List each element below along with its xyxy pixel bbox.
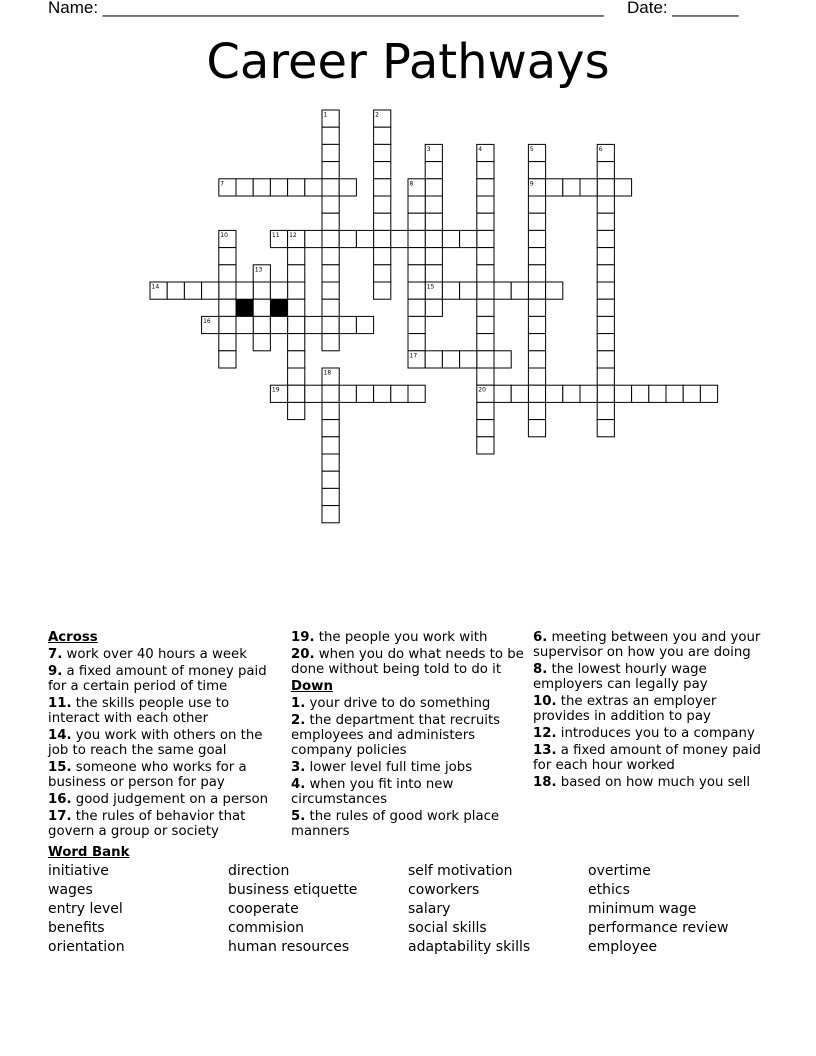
clue-number: 5.: [291, 809, 306, 824]
clue-text: work over 40 hours a week: [62, 647, 247, 662]
word-bank-item: orientation: [48, 939, 125, 955]
clue-text: a fixed amount of money paid for a certain period of time: [48, 664, 267, 694]
grid-cell[interactable]: [374, 265, 391, 282]
grid-cell[interactable]: [425, 196, 442, 213]
grid-cell[interactable]: [528, 162, 545, 179]
clue: [48, 647, 273, 662]
grid-cell[interactable]: [477, 368, 494, 385]
grid-cell[interactable]: [597, 351, 614, 368]
grid-cell[interactable]: [356, 385, 373, 402]
grid-cell[interactable]: [614, 385, 631, 402]
date-field-label: Date: _______: [627, 0, 739, 17]
grid-cell[interactable]: [546, 282, 563, 299]
clue-text: introduces you to a company: [556, 726, 755, 741]
grid-cell[interactable]: [442, 282, 459, 299]
grid-cell[interactable]: [528, 248, 545, 265]
grid-clue-number: 13: [254, 266, 263, 274]
grid-cell[interactable]: [528, 230, 545, 247]
grid-cell[interactable]: [597, 385, 614, 402]
grid-clue-number: 10: [220, 231, 228, 239]
grid-cell[interactable]: [528, 299, 545, 316]
grid-cell[interactable]: [477, 402, 494, 419]
grid-cell[interactable]: [270, 316, 287, 333]
clue-text: the skills people use to interact with each other: [48, 696, 230, 726]
word-bank-item: cooperate: [228, 901, 299, 917]
clues-column-1: [48, 630, 273, 841]
clue-text: good judgement on a person: [71, 792, 269, 807]
word-bank-heading: Word Bank: [48, 845, 130, 860]
grid-cell[interactable]: [374, 127, 391, 144]
grid-cell[interactable]: [477, 437, 494, 454]
grid-cell[interactable]: [477, 299, 494, 316]
grid-cell[interactable]: [356, 316, 373, 333]
grid-clue-number: 17: [409, 352, 418, 360]
grid-cell[interactable]: [288, 351, 305, 368]
grid-cell[interactable]: [597, 420, 614, 437]
grid-cell[interactable]: [219, 265, 236, 282]
grid-cell[interactable]: [597, 213, 614, 230]
clue: [48, 809, 273, 839]
page-title: Career Pathways: [206, 34, 610, 90]
grid-cell[interactable]: [408, 230, 425, 247]
grid-cell[interactable]: [374, 248, 391, 265]
clue: [291, 713, 526, 758]
grid-cell[interactable]: [219, 316, 236, 333]
grid-cell[interactable]: [528, 420, 545, 437]
grid-cell[interactable]: [580, 179, 597, 196]
grid-cell[interactable]: [477, 248, 494, 265]
grid-cell[interactable]: [253, 334, 270, 351]
grid-cell[interactable]: [580, 385, 597, 402]
clue-text: the department that recruits employees and administers company policies: [291, 713, 501, 758]
clue-number: 8.: [533, 662, 548, 677]
grid-cell[interactable]: [425, 299, 442, 316]
word-bank-item: performance review: [588, 920, 729, 936]
grid-cell[interactable]: [597, 248, 614, 265]
grid-cell[interactable]: [477, 420, 494, 437]
grid-cell[interactable]: [666, 385, 683, 402]
grid-cell[interactable]: [322, 334, 339, 351]
grid-cell[interactable]: [322, 196, 339, 213]
grid-cell[interactable]: [477, 162, 494, 179]
grid-cell[interactable]: [460, 282, 477, 299]
word-bank-item: salary: [408, 901, 451, 917]
word-bank-item: benefits: [48, 920, 105, 936]
grid-cell[interactable]: [460, 351, 477, 368]
clue-number: 3.: [291, 760, 306, 775]
grid-cell[interactable]: [649, 385, 666, 402]
word-bank-item: business etiquette: [228, 882, 358, 898]
grid-cell[interactable]: [511, 282, 528, 299]
clue-text: lower level full time jobs: [305, 760, 473, 775]
grid-cell[interactable]: [408, 196, 425, 213]
clue-text: someone who works for a business or person for pay: [48, 760, 247, 790]
grid-cell[interactable]: [597, 334, 614, 351]
clue-text: you work with others on the job to reach the same goal: [48, 728, 263, 758]
grid-cell[interactable]: [356, 230, 373, 247]
grid-cell[interactable]: [425, 162, 442, 179]
clue-text: a fixed amount of money paid for each hour worked: [533, 743, 761, 773]
clue: [48, 664, 273, 694]
grid-cell[interactable]: [339, 385, 356, 402]
grid-cell[interactable]: [339, 316, 356, 333]
grid-cell[interactable]: [322, 488, 339, 505]
clue: [48, 696, 273, 726]
grid-cell[interactable]: [288, 248, 305, 265]
grid-cell[interactable]: [374, 162, 391, 179]
clue-text: the lowest hourly wage employers can legally pay: [533, 662, 708, 692]
clue: [291, 630, 526, 645]
grid-cell[interactable]: [442, 230, 459, 247]
clue-number: 20.: [291, 647, 315, 662]
grid-cell[interactable]: [597, 265, 614, 282]
grid-cell[interactable]: [305, 316, 322, 333]
grid-cell[interactable]: [322, 248, 339, 265]
grid-cell[interactable]: [528, 282, 545, 299]
grid-cell[interactable]: [374, 282, 391, 299]
clue: [291, 777, 526, 807]
grid-cell[interactable]: [408, 385, 425, 402]
across-heading: Across: [48, 630, 98, 645]
grid-cell[interactable]: [288, 368, 305, 385]
clue: [533, 726, 765, 741]
grid-cell[interactable]: [494, 351, 511, 368]
grid-cell[interactable]: [477, 316, 494, 333]
grid-cell[interactable]: [374, 230, 391, 247]
down-heading: Down: [291, 679, 333, 694]
grid-cell[interactable]: [425, 351, 442, 368]
clue-number: 18.: [533, 775, 557, 790]
clues-column-2: [291, 630, 526, 841]
grid-cell[interactable]: [167, 282, 184, 299]
word-bank-item: ethics: [588, 882, 630, 898]
grid-cell[interactable]: [288, 334, 305, 351]
clue-text: the extras an employer provides in addition to pay: [533, 694, 717, 724]
grid-clue-number: 20: [478, 386, 486, 394]
grid-cell[interactable]: [597, 282, 614, 299]
grid-cell[interactable]: [477, 196, 494, 213]
clue-text: your drive to do something: [305, 696, 491, 711]
grid-cell[interactable]: [374, 385, 391, 402]
clue-number: 4.: [291, 777, 306, 792]
grid-cell[interactable]: [322, 213, 339, 230]
grid-cell[interactable]: [425, 213, 442, 230]
clue-number: 14.: [48, 728, 72, 743]
grid-cell[interactable]: [322, 299, 339, 316]
grid-clue-number: 18: [323, 369, 332, 377]
word-bank-item: employee: [588, 939, 658, 955]
grid-cell[interactable]: [322, 230, 339, 247]
grid-cell[interactable]: [374, 213, 391, 230]
grid-cell[interactable]: [408, 282, 425, 299]
black-cell: [270, 299, 287, 316]
grid-cell[interactable]: [477, 282, 494, 299]
grid-cell[interactable]: [408, 334, 425, 351]
clue-number: 6.: [533, 630, 548, 645]
clue: [291, 647, 526, 677]
grid-cell[interactable]: [374, 196, 391, 213]
word-bank-item: self motivation: [408, 863, 513, 879]
clue: [48, 792, 273, 807]
grid-cell[interactable]: [597, 299, 614, 316]
grid-cell[interactable]: [219, 351, 236, 368]
grid-cell[interactable]: [614, 179, 631, 196]
grid-cell[interactable]: [253, 316, 270, 333]
grid-cell[interactable]: [288, 265, 305, 282]
clue-text: when you fit into new circumstances: [291, 777, 454, 807]
grid-cell[interactable]: [288, 179, 305, 196]
grid-cell[interactable]: [322, 437, 339, 454]
grid-clue-number: 8: [409, 180, 414, 188]
grid-cell[interactable]: [391, 230, 408, 247]
grid-cell[interactable]: [563, 179, 580, 196]
grid-cell[interactable]: [322, 144, 339, 161]
grid-cell[interactable]: [305, 179, 322, 196]
grid-cell[interactable]: [408, 248, 425, 265]
grid-cell[interactable]: [219, 282, 236, 299]
grid-cell[interactable]: [322, 265, 339, 282]
clue: [48, 760, 273, 790]
grid-cell[interactable]: [288, 385, 305, 402]
grid-cell[interactable]: [374, 179, 391, 196]
grid-cell[interactable]: [270, 179, 287, 196]
grid-cell[interactable]: [425, 248, 442, 265]
grid-cell[interactable]: [477, 213, 494, 230]
grid-cell[interactable]: [374, 144, 391, 161]
word-bank-item: wages: [48, 882, 93, 898]
clue-number: 13.: [533, 743, 557, 758]
clue-text: the people you work with: [314, 630, 488, 645]
clue-text: meeting between you and your supervisor on how you are doing: [533, 630, 761, 660]
grid-cell[interactable]: [528, 402, 545, 419]
clue-number: 1.: [291, 696, 306, 711]
grid-clue-number: 14: [151, 283, 160, 291]
clue-number: 16.: [48, 792, 72, 807]
grid-cell[interactable]: [442, 351, 459, 368]
grid-clue-number: 9: [529, 180, 534, 188]
grid-cell[interactable]: [528, 196, 545, 213]
word-bank-item: entry level: [48, 901, 123, 917]
grid-cell[interactable]: [219, 299, 236, 316]
grid-cell[interactable]: [632, 385, 649, 402]
grid-clue-number: 5: [529, 145, 534, 153]
grid-cell[interactable]: [477, 230, 494, 247]
clue-number: 19.: [291, 630, 315, 645]
clue-text: when you do what needs to be done without being told to do it: [291, 647, 524, 677]
clue: [533, 662, 765, 692]
word-bank-item: initiative: [48, 863, 109, 879]
grid-clue-number: 1: [323, 111, 328, 119]
clue-number: 12.: [533, 726, 557, 741]
grid-clue-number: 12: [289, 231, 297, 239]
grid-cell[interactable]: [339, 179, 356, 196]
black-cell: [236, 299, 253, 316]
grid-cell[interactable]: [236, 179, 253, 196]
clue: [533, 694, 765, 724]
grid-clue-number: 19: [271, 386, 280, 394]
grid-cell[interactable]: [528, 213, 545, 230]
grid-cell[interactable]: [408, 299, 425, 316]
grid-cell[interactable]: [477, 265, 494, 282]
clue: [291, 760, 526, 775]
clues-column-3: [533, 630, 765, 792]
grid-clue-number: 4: [478, 145, 483, 153]
word-bank-item: minimum wage: [588, 901, 697, 917]
grid-cell[interactable]: [322, 506, 339, 523]
grid-cell[interactable]: [546, 385, 563, 402]
clue-text: the rules of behavior that govern a group or society: [48, 809, 246, 839]
grid-cell[interactable]: [408, 265, 425, 282]
grid-cell[interactable]: [391, 385, 408, 402]
grid-cell[interactable]: [339, 230, 356, 247]
clue: [291, 809, 526, 839]
name-field-label: Name: _____________________________________________________: [48, 0, 604, 17]
clue-number: 9.: [48, 664, 63, 679]
clue: [48, 728, 273, 758]
grid-cell[interactable]: [322, 127, 339, 144]
clue-number: 11.: [48, 696, 72, 711]
grid-cell[interactable]: [597, 179, 614, 196]
grid-cell[interactable]: [322, 471, 339, 488]
grid-cell[interactable]: [597, 196, 614, 213]
clue-text: based on how much you sell: [556, 775, 751, 790]
word-bank-item: overtime: [588, 863, 651, 879]
grid-cell[interactable]: [253, 282, 270, 299]
grid-clue-number: 6: [598, 145, 603, 153]
grid-clue-number: 2: [375, 111, 379, 119]
word-bank-item: commision: [228, 920, 305, 936]
grid-cell[interactable]: [460, 230, 477, 247]
grid-cell[interactable]: [288, 316, 305, 333]
grid-cell[interactable]: [322, 385, 339, 402]
grid-cell[interactable]: [408, 316, 425, 333]
grid-cell[interactable]: [477, 334, 494, 351]
grid-cell[interactable]: [305, 230, 322, 247]
grid-cell[interactable]: [683, 385, 700, 402]
grid-cell[interactable]: [288, 402, 305, 419]
grid-cell[interactable]: [528, 368, 545, 385]
clue: [533, 743, 765, 773]
word-bank-item: coworkers: [408, 882, 480, 898]
grid-cell[interactable]: [408, 213, 425, 230]
grid-cell[interactable]: [425, 179, 442, 196]
grid-cell[interactable]: [425, 265, 442, 282]
grid-cell[interactable]: [494, 385, 511, 402]
clue-number: 7.: [48, 647, 63, 662]
clue-number: 2.: [291, 713, 306, 728]
grid-cell[interactable]: [236, 316, 253, 333]
grid-cell[interactable]: [528, 265, 545, 282]
grid-cell[interactable]: [288, 299, 305, 316]
word-bank-item: direction: [228, 863, 290, 879]
grid-clue-number: 7: [220, 180, 225, 188]
grid-cell[interactable]: [511, 385, 528, 402]
grid-cell[interactable]: [322, 179, 339, 196]
grid-cell[interactable]: [322, 282, 339, 299]
grid-cell[interactable]: [322, 420, 339, 437]
grid-cell[interactable]: [184, 282, 201, 299]
word-bank-item: adaptability skills: [408, 939, 531, 955]
grid-clue-number: 11: [271, 231, 280, 239]
grid-cell[interactable]: [305, 385, 322, 402]
clue: [533, 630, 765, 660]
grid-cell[interactable]: [528, 316, 545, 333]
grid-cell[interactable]: [477, 351, 494, 368]
clue-text: the rules of good work place manners: [291, 809, 500, 839]
grid-cell[interactable]: [219, 248, 236, 265]
grid-cell[interactable]: [528, 334, 545, 351]
grid-cell[interactable]: [528, 385, 545, 402]
grid-clue-number: 3: [426, 145, 431, 153]
grid-cell[interactable]: [322, 162, 339, 179]
grid-cell[interactable]: [288, 282, 305, 299]
grid-cell[interactable]: [202, 282, 219, 299]
grid-cell[interactable]: [253, 179, 270, 196]
grid-cell[interactable]: [270, 282, 287, 299]
grid-cell[interactable]: [528, 351, 545, 368]
clue: [533, 775, 765, 790]
clue-number: 15.: [48, 760, 72, 775]
grid-cell[interactable]: [477, 179, 494, 196]
word-bank-item: human resources: [228, 939, 350, 955]
clue-number: 17.: [48, 809, 72, 824]
grid-cell[interactable]: [563, 385, 580, 402]
grid-cell[interactable]: [597, 368, 614, 385]
grid-clue-number: 15: [426, 283, 435, 291]
clue-number: 10.: [533, 694, 557, 709]
word-bank-item: social skills: [408, 920, 487, 936]
grid-cell[interactable]: [322, 454, 339, 471]
grid-cell[interactable]: [700, 385, 717, 402]
grid-cell[interactable]: [597, 316, 614, 333]
grid-cell[interactable]: [494, 282, 511, 299]
grid-cell[interactable]: [322, 402, 339, 419]
grid-cell[interactable]: [253, 299, 270, 316]
clue: [291, 696, 526, 711]
grid-cell[interactable]: [597, 402, 614, 419]
grid-cell[interactable]: [219, 334, 236, 351]
grid-cell[interactable]: [236, 282, 253, 299]
grid-cell[interactable]: [425, 230, 442, 247]
grid-cell[interactable]: [322, 316, 339, 333]
grid-cell[interactable]: [546, 179, 563, 196]
grid-cell[interactable]: [597, 230, 614, 247]
grid-clue-number: 16: [203, 317, 211, 325]
grid-cell[interactable]: [597, 162, 614, 179]
